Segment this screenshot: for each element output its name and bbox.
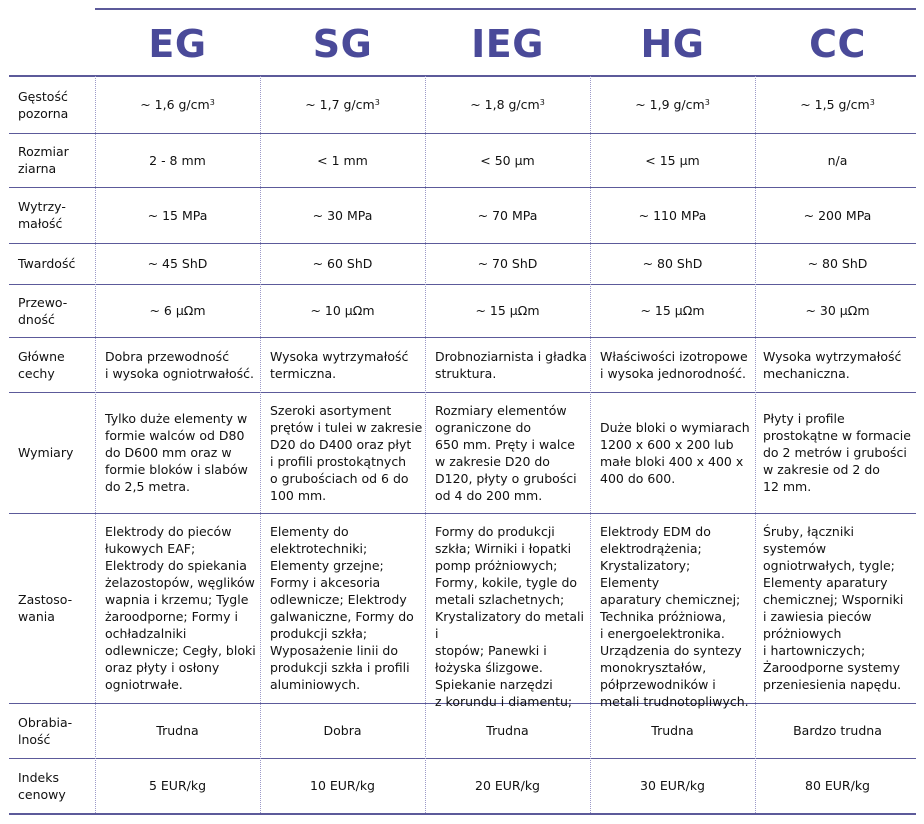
- row-divider: [9, 513, 916, 514]
- cell-density-ieg: ~ 1,8 $g/cm^3$: [470, 97, 545, 112]
- cell-conductivity-cc: ~ 30 μΩm: [805, 303, 870, 318]
- cell-grain-size-hg: < 15 μm: [645, 152, 700, 168]
- cell-features-cc: Wysoka wytrzymałość mechaniczna.: [763, 348, 902, 381]
- row-label-applications: Zastoso- wania: [18, 592, 73, 624]
- row-divider: [9, 758, 916, 759]
- row-label-features: Główne cechy: [18, 348, 65, 381]
- cell-dimensions-cc: Płyty i profile prostokątne w formacie do 2 metrów i grubości w zakresie od 2 do 12 mm.: [763, 411, 911, 494]
- cell-features-hg: Właściwości izotropowe i wysoka jednorodność.: [600, 348, 748, 381]
- row-label-dimensions: Wymiary: [18, 445, 74, 460]
- cell-conductivity-hg: ~ 15 μΩm: [640, 303, 705, 318]
- cell-hardness-ieg: ~ 70 ShD: [477, 256, 538, 271]
- cell-grain-size-sg: < 1 mm: [317, 152, 368, 168]
- row-label-price-index: Indeks cenowy: [18, 769, 66, 802]
- column-divider: [755, 76, 756, 813]
- cell-price-index-ieg: 20 EUR/kg: [475, 778, 540, 793]
- cell-density-hg: ~ 1,9 $g/cm^3$: [635, 97, 710, 112]
- row-divider: [9, 187, 916, 188]
- cell-conductivity-eg: ~ 6 μΩm: [149, 303, 206, 318]
- column-divider: [590, 76, 591, 813]
- row-divider: [9, 133, 916, 134]
- cell-grain-size-cc: n/a: [827, 152, 848, 168]
- cell-machinability-cc: Bardzo trudna: [793, 723, 882, 738]
- column-header-hg: HG: [640, 22, 705, 66]
- column-divider: [260, 76, 261, 813]
- cell-machinability-hg: Trudna: [651, 723, 694, 738]
- row-divider: [9, 243, 916, 244]
- row-divider: [9, 392, 916, 393]
- row-label-machinability: Obrabia- lność: [18, 714, 73, 747]
- column-divider: [425, 76, 426, 813]
- cell-applications-cc: Śruby, łączniki systemów ogniotrwałych, tygle; Elementy aparatury chemicznej; Wsporniki i zawiesia pieców próżniowych i hartowniczych; Żaroodporne systemy przeniesienia napędu.: [763, 524, 904, 692]
- cell-strength-cc: ~ 200 MPa: [803, 207, 872, 223]
- row-label-strength: Wytrzy- małość: [18, 199, 66, 231]
- cell-applications-ieg: Formy do produkcji szkła; Wirniki i łopatki pomp próżniowych; Formy, kokile, tygle do metali szlachetnych; Krystalizatory do metali i stopów; Panewki i łożyska ślizgowe. Spiekanie narzędzi z korundu i diamentu;: [435, 524, 584, 709]
- cell-density-cc: ~ 1,5 $g/cm^3$: [800, 97, 875, 112]
- cell-hardness-sg: ~ 60 ShD: [312, 256, 373, 271]
- cell-price-index-sg: 10 EUR/kg: [310, 778, 375, 793]
- header-top-rule: [95, 8, 916, 10]
- row-label-grain-size: Rozmiar ziarna: [18, 144, 69, 176]
- cell-density-sg: ~ 1,7 $g/cm^3$: [305, 97, 380, 112]
- cell-strength-eg: ~ 15 MPa: [147, 207, 208, 223]
- cell-conductivity-ieg: ~ 15 μΩm: [475, 303, 540, 318]
- cell-machinability-ieg: Trudna: [486, 723, 529, 738]
- cell-strength-hg: ~ 110 MPa: [638, 207, 707, 223]
- column-header-ieg: IEG: [471, 22, 544, 66]
- cell-grain-size-ieg: < 50 μm: [480, 152, 535, 168]
- cell-features-eg: Dobra przewodność i wysoka ogniotrwałość.: [105, 348, 254, 381]
- cell-applications-hg: Elektrody EDM do elektrodrążenia; Krystalizatory; Elementy aparatury chemicznej; Technika próżniowa, i energoelektronika. Urządzenia do syntezy monokryształów, półprzewodników i metali trudnotopliwych.: [600, 524, 749, 709]
- cell-features-sg: Wysoka wytrzymałość termiczna.: [270, 348, 409, 381]
- cell-applications-sg: Elementy do elektrotechniki; Elementy grzejne; Formy i akcesoria odlewnicze; Elektrody galwaniczne, Formy do produkcji szkła; Wyposażenie linii do produkcji szkła i profili aluminiowych.: [270, 524, 414, 692]
- row-label-density: Gęstość pozorna: [18, 88, 69, 121]
- column-header-cc: CC: [809, 22, 866, 66]
- cell-machinability-sg: Dobra: [323, 723, 362, 738]
- cell-price-index-eg: 5 EUR/kg: [148, 778, 207, 793]
- column-header-sg: SG: [312, 22, 373, 66]
- cell-price-index-cc: 80 EUR/kg: [805, 778, 870, 793]
- cell-price-index-hg: 30 EUR/kg: [640, 778, 705, 793]
- table-bottom-rule: [9, 813, 916, 815]
- cell-dimensions-eg: Tylko duże elementy w formie walców od D80 do D600 mm oraz w formie bloków i slabów do 2,5 metra.: [105, 411, 248, 494]
- row-label-conductivity: Przewo- dność: [18, 294, 68, 327]
- cell-conductivity-sg: ~ 10 μΩm: [310, 303, 375, 318]
- row-label-hardness: Twardość: [18, 256, 76, 271]
- cell-features-ieg: Drobnoziarnista i gładka struktura.: [435, 348, 587, 381]
- cell-strength-sg: ~ 30 MPa: [312, 207, 373, 223]
- column-header-eg: EG: [148, 22, 207, 66]
- cell-grain-size-eg: 2 - 8 mm: [149, 152, 206, 168]
- row-divider: [9, 337, 916, 338]
- row-divider: [9, 284, 916, 285]
- cell-strength-ieg: ~ 70 MPa: [477, 207, 538, 223]
- cell-hardness-cc: ~ 80 ShD: [807, 256, 868, 271]
- cell-dimensions-hg: Duże bloki o wymiarach 1200 x 600 x 200 lub małe bloki 400 x 400 x 400 do 600.: [600, 419, 750, 486]
- cell-dimensions-ieg: Rozmiary elementów ograniczone do 650 mm. Pręty i walce w zakresie D20 do D120, płyty o grubości od 4 do 200 mm.: [435, 402, 577, 503]
- cell-hardness-eg: ~ 45 ShD: [147, 256, 208, 271]
- cell-hardness-hg: ~ 80 ShD: [642, 256, 703, 271]
- cell-density-eg: ~ 1,6 $g/cm^3$: [140, 97, 215, 112]
- header-bottom-rule: [9, 75, 916, 77]
- cell-applications-eg: Elektrody do pieców łukowych EAF; Elektrody do spiekania żelazostopów, węglików wapnia i krzemu; Tygle żaroodporne; Formy i ochładzalniki odlewnicze; Cegły, bloki oraz płyty i osłony ogniotrwałe.: [105, 524, 256, 692]
- cell-dimensions-sg: Szeroki asortyment prętów i tulei w zakresie D20 do D400 oraz płyt i profili prostokątnych o grubościach od 6 do 100 mm.: [270, 402, 423, 503]
- cell-machinability-eg: Trudna: [156, 723, 199, 738]
